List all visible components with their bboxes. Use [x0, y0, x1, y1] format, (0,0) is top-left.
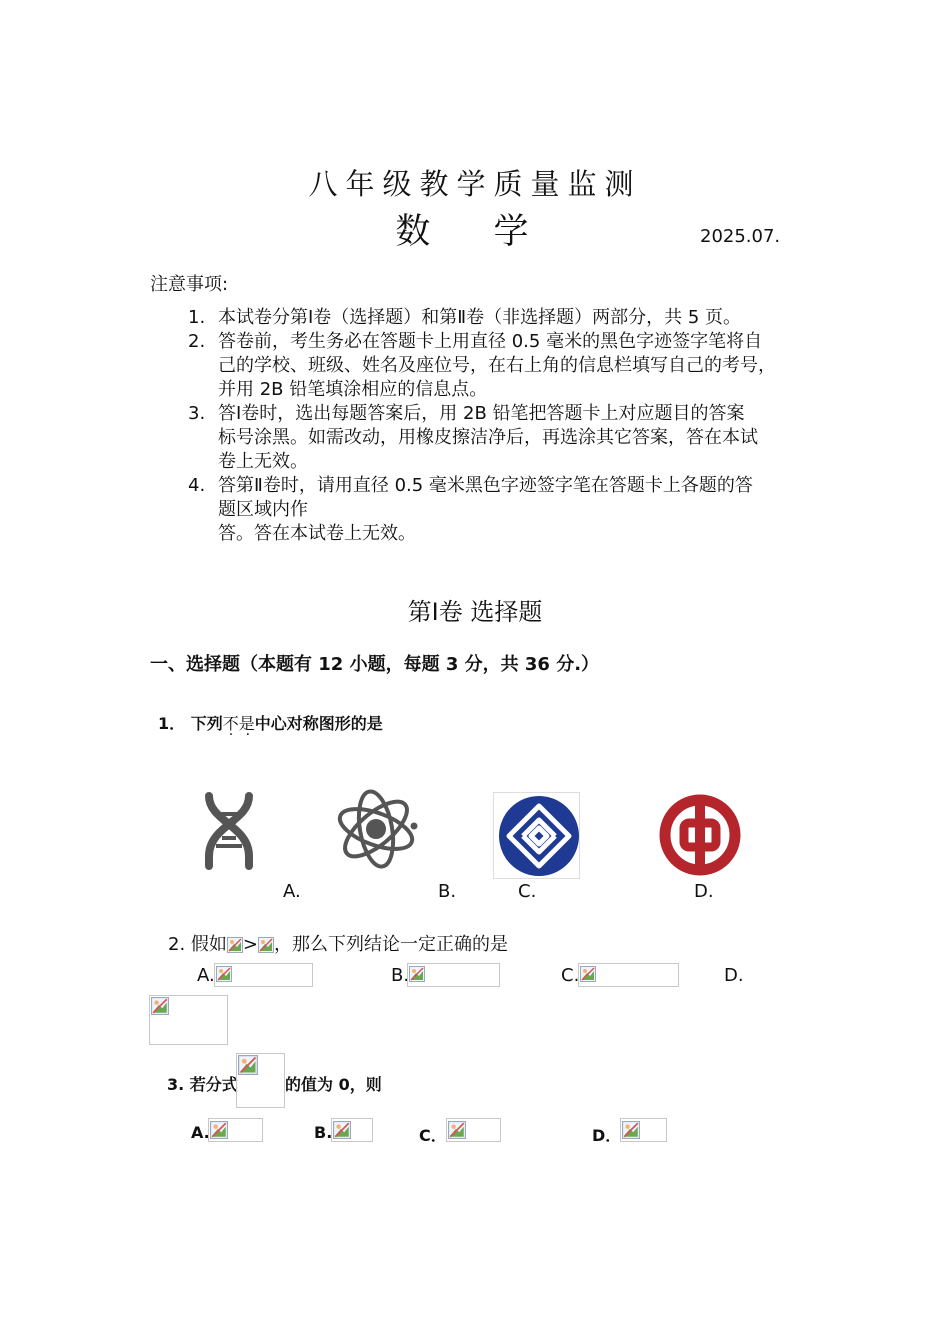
broken-image-icon [580, 966, 596, 982]
question-text: 的值为 0，则 [285, 1075, 382, 1094]
notice-line: 答第Ⅱ卷时，请用直径 0.5 毫米黑色字迹签字笔在答题卡上各题的答 [218, 475, 753, 496]
option-label: B. [314, 1123, 333, 1142]
broken-image-icon [409, 966, 425, 982]
broken-image-icon [210, 1121, 228, 1139]
notice-item [188, 474, 808, 546]
option-label: B. [391, 965, 410, 986]
formula-image-placeholder [208, 1118, 263, 1142]
notice-heading: 注意事项: [150, 274, 229, 295]
section-title: 第Ⅰ卷 选择题 [407, 598, 543, 626]
greater-than-sign: > [242, 934, 258, 955]
option-label: A. [197, 965, 215, 986]
emphasis-text: 不是 · · [223, 714, 255, 733]
option-label: C. [561, 965, 580, 986]
question-text: 3. 若分式 [167, 1075, 238, 1094]
notice-item [188, 306, 808, 330]
question-1 [158, 711, 383, 734]
question-text: 下列 [190, 714, 223, 733]
formula-image-placeholder [407, 963, 500, 987]
question-text: 2. 假如 [168, 934, 227, 955]
formula-image-placeholder [236, 1053, 285, 1108]
broken-image-icon [333, 1121, 351, 1139]
notice-line: 卷上无效。 [218, 451, 308, 472]
part-heading: 一、选择题（本题有 12 小题，每题 3 分，共 36 分.） [150, 654, 600, 675]
exam-title: 八年级教学质量监测 [308, 167, 642, 201]
option-label: D． [592, 1126, 622, 1145]
option-label: A. [283, 881, 301, 902]
notice-item [188, 330, 808, 402]
option-label: C． [419, 1126, 447, 1145]
formula-image-placeholder [331, 1118, 373, 1142]
notice-line: 本试卷分第Ⅰ卷（选择题）和第Ⅱ卷（非选择题）两部分，共 5 页。 [218, 307, 742, 328]
notice-item-number: 3. [188, 403, 206, 424]
option-label: B. [438, 881, 457, 902]
question-text: 中心对称图形的是 [254, 714, 383, 733]
notice-item-number: 4. [188, 475, 206, 496]
broken-image-icon [622, 1121, 640, 1139]
question-2 [168, 930, 508, 956]
subject-title: 数 学 [395, 212, 555, 252]
question-text: ，那么下列结论一定正确的是 [274, 934, 508, 955]
china-mobile-logo [493, 792, 581, 880]
formula-image-placeholder [446, 1118, 501, 1142]
notice-item [188, 402, 808, 474]
broken-image-icon [151, 997, 169, 1015]
option-label: D. [694, 881, 714, 902]
notice-item-number: 1. [188, 307, 206, 328]
option-label: A. [191, 1123, 210, 1142]
broken-image-icon [258, 937, 274, 953]
notice-line: 答。答在本试卷上无效。 [218, 523, 416, 544]
option-label: D. [724, 965, 744, 986]
notice-list [188, 306, 808, 546]
notice-item-number: 2. [188, 331, 206, 352]
notice-line: 答卷前，考生务必在答题卡上用直径 0.5 毫米的黑色字迹签字笔将自 [218, 331, 763, 352]
option-label: C. [518, 881, 537, 902]
notice-line: 标号涂黑。如需改动，用橡皮擦洁净后，再选涂其它答案，答在本试 [218, 427, 758, 448]
broken-image-icon [227, 937, 243, 953]
broken-image-icon [216, 966, 232, 982]
notice-line: 答Ⅰ卷时，选出每题答案后，用 2B 铅笔把答题卡上对应题目的答案 [218, 403, 745, 424]
broken-image-icon [238, 1055, 258, 1075]
atom-icon [331, 786, 421, 876]
dna-icon [184, 786, 274, 876]
exam-date: 2025.07. [700, 226, 781, 247]
bank-of-china-logo [655, 790, 745, 880]
broken-image-icon [448, 1121, 466, 1139]
notice-line: 题区域内作 [218, 499, 308, 520]
formula-image-placeholder [578, 963, 679, 987]
question-number: 1． [158, 714, 186, 733]
formula-image-placeholder [620, 1118, 667, 1142]
notice-line: 己的学校、班级、姓名及座位号，在右上角的信息栏填写自己的考号， [218, 355, 776, 376]
question-3 [167, 1072, 238, 1095]
notice-line: 并用 2B 铅笔填涂相应的信息点。 [218, 379, 488, 400]
formula-image-placeholder [214, 963, 313, 987]
formula-image-placeholder [149, 995, 228, 1045]
